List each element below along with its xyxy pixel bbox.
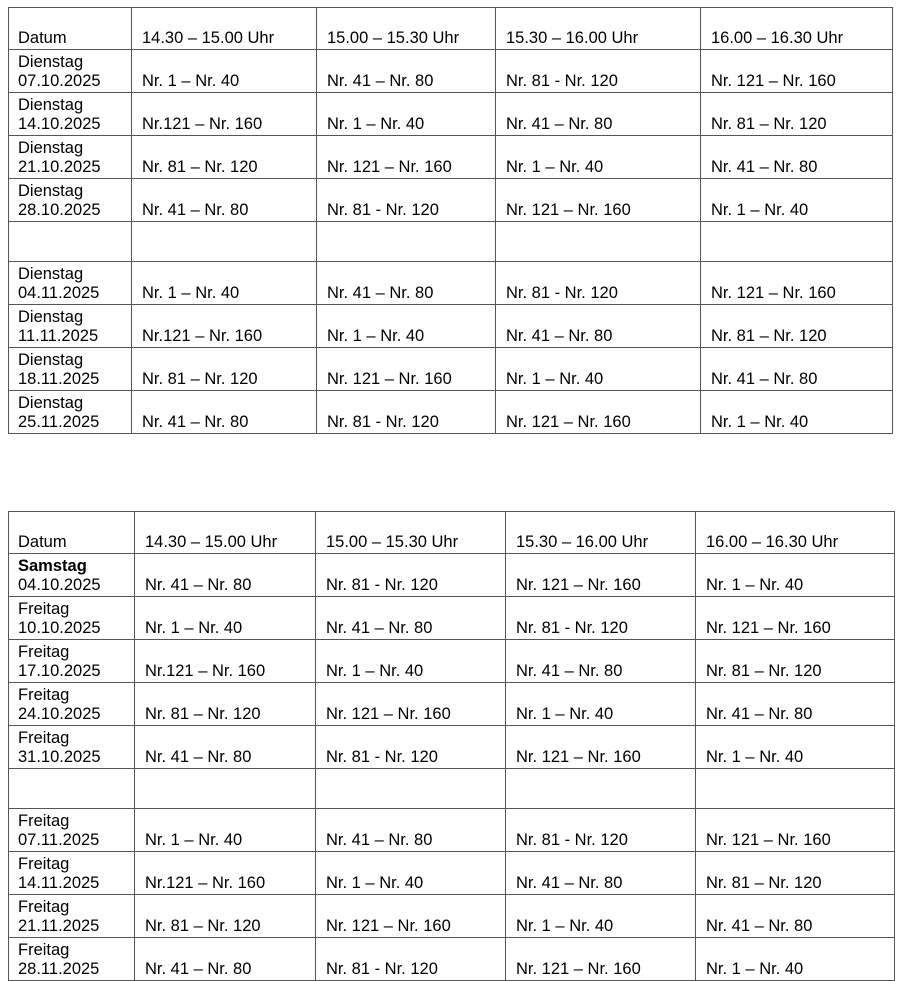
empty-cell <box>506 769 696 809</box>
slot-cell: Nr. 121 – Nr. 160 <box>696 809 895 852</box>
table-row <box>9 938 895 981</box>
slot-cell: Nr. 41 – Nr. 80 <box>132 179 317 222</box>
weekday: Dienstag <box>18 53 84 71</box>
slot-cell: Nr. 41 – Nr. 80 <box>316 809 506 852</box>
date: 11.11.2025 <box>18 327 99 345</box>
table-row <box>9 50 893 93</box>
date-cell <box>9 554 135 597</box>
slot-cell: Nr. 1 – Nr. 40 <box>317 93 496 136</box>
weekday: Freitag <box>18 686 70 704</box>
date-cell <box>9 683 135 726</box>
date-cell <box>9 262 132 305</box>
weekday: Dienstag <box>18 139 84 157</box>
slot-cell: Nr. 41 – Nr. 80 <box>132 391 317 434</box>
slot-cell: Nr. 1 – Nr. 40 <box>316 640 506 683</box>
slot-cell: Nr. 121 – Nr. 160 <box>506 938 696 981</box>
header-slot-3: 15.30 – 16.00 Uhr <box>496 8 701 50</box>
weekday: Freitag <box>18 729 70 747</box>
weekday: Freitag <box>18 898 70 916</box>
slot-cell: Nr. 41 – Nr. 80 <box>317 262 496 305</box>
slot-cell: Nr. 1 – Nr. 40 <box>696 726 895 769</box>
spacer-row <box>9 222 893 262</box>
slot-cell: Nr. 41 – Nr. 80 <box>496 93 701 136</box>
slot-cell: Nr. 121 – Nr. 160 <box>496 179 701 222</box>
date: 18.11.2025 <box>18 370 100 388</box>
slot-cell: Nr. 1 – Nr. 40 <box>132 50 317 93</box>
empty-cell <box>316 769 506 809</box>
slot-cell: Nr. 81 – Nr. 120 <box>132 348 317 391</box>
date-cell <box>9 809 135 852</box>
empty-cell <box>9 769 135 809</box>
slot-cell: Nr. 41 – Nr. 80 <box>696 683 895 726</box>
date: 28.10.2025 <box>18 201 101 219</box>
date: 25.11.2025 <box>18 413 100 431</box>
slot-cell: Nr. 41 – Nr. 80 <box>135 726 316 769</box>
slot-cell: Nr.121 – Nr. 160 <box>135 640 316 683</box>
slot-cell: Nr. 121 – Nr. 160 <box>317 348 496 391</box>
weekday: Freitag <box>18 855 70 873</box>
empty-cell <box>496 222 701 262</box>
empty-cell <box>135 769 316 809</box>
table-row <box>9 852 895 895</box>
slot-cell: Nr. 41 – Nr. 80 <box>506 640 696 683</box>
date-cell <box>9 391 132 434</box>
header-slot-3: 15.30 – 16.00 Uhr <box>506 512 696 554</box>
slot-cell: Nr. 81 - Nr. 120 <box>506 809 696 852</box>
header-slot-4: 16.00 – 16.30 Uhr <box>696 512 895 554</box>
slot-cell: Nr. 81 - Nr. 120 <box>317 391 496 434</box>
table-row <box>9 895 895 938</box>
table-row <box>9 305 893 348</box>
slot-cell: Nr. 81 - Nr. 120 <box>316 554 506 597</box>
empty-cell <box>317 222 496 262</box>
slot-cell: Nr. 81 – Nr. 120 <box>135 683 316 726</box>
table-row <box>9 93 893 136</box>
slot-cell: Nr.121 – Nr. 160 <box>132 93 317 136</box>
slot-cell: Nr. 121 – Nr. 160 <box>506 554 696 597</box>
date: 21.10.2025 <box>18 158 101 176</box>
table-row <box>9 391 893 434</box>
date-cell <box>9 348 132 391</box>
slot-cell: Nr. 121 – Nr. 160 <box>316 683 506 726</box>
date-cell <box>9 895 135 938</box>
weekday: Dienstag <box>18 351 84 369</box>
slot-cell: Nr.121 – Nr. 160 <box>135 852 316 895</box>
slot-cell: Nr. 121 – Nr. 160 <box>496 391 701 434</box>
slot-cell: Nr. 81 – Nr. 120 <box>701 93 893 136</box>
weekday: Dienstag <box>18 308 84 326</box>
slot-cell: Nr. 41 – Nr. 80 <box>316 597 506 640</box>
slot-cell: Nr. 41 – Nr. 80 <box>701 348 893 391</box>
slot-cell: Nr. 1 – Nr. 40 <box>696 938 895 981</box>
schedule-table-tuesdays <box>8 7 893 434</box>
empty-cell <box>132 222 317 262</box>
table-row <box>9 136 893 179</box>
table-row <box>9 809 895 852</box>
weekday: Dienstag <box>18 394 84 412</box>
slot-cell: Nr. 81 – Nr. 120 <box>696 640 895 683</box>
header-slot-2: 15.00 – 15.30 Uhr <box>316 512 506 554</box>
weekday: Freitag <box>18 941 70 959</box>
weekday: Dienstag <box>18 96 84 114</box>
weekday: Freitag <box>18 812 70 830</box>
table-row <box>9 597 895 640</box>
slot-cell: Nr. 121 – Nr. 160 <box>701 262 893 305</box>
header-slot-1: 14.30 – 15.00 Uhr <box>132 8 317 50</box>
weekday: Samstag <box>18 557 87 575</box>
slot-cell: Nr. 81 – Nr. 120 <box>696 852 895 895</box>
table-row <box>9 554 895 597</box>
date-cell <box>9 50 132 93</box>
slot-cell: Nr. 81 - Nr. 120 <box>316 938 506 981</box>
spacer-row <box>9 769 895 809</box>
empty-cell <box>696 769 895 809</box>
date: 07.10.2025 <box>18 72 101 90</box>
slot-cell: Nr. 121 – Nr. 160 <box>317 136 496 179</box>
date: 04.10.2025 <box>18 576 101 594</box>
date: 21.11.2025 <box>18 917 100 935</box>
slot-cell: Nr.121 – Nr. 160 <box>132 305 317 348</box>
slot-cell: Nr. 121 – Nr. 160 <box>316 895 506 938</box>
slot-cell: Nr. 1 – Nr. 40 <box>132 262 317 305</box>
date-cell <box>9 852 135 895</box>
slot-cell: Nr. 81 - Nr. 120 <box>316 726 506 769</box>
slot-cell: Nr. 121 – Nr. 160 <box>696 597 895 640</box>
slot-cell: Nr. 81 – Nr. 120 <box>135 895 316 938</box>
slot-cell: Nr. 81 - Nr. 120 <box>317 179 496 222</box>
date: 17.10.2025 <box>18 662 101 680</box>
date-cell <box>9 938 135 981</box>
slot-cell: Nr. 121 – Nr. 160 <box>701 50 893 93</box>
date: 31.10.2025 <box>18 748 101 766</box>
slot-cell: Nr. 1 – Nr. 40 <box>316 852 506 895</box>
date: 10.10.2025 <box>18 619 101 637</box>
slot-cell: Nr. 1 – Nr. 40 <box>496 136 701 179</box>
table-row <box>9 348 893 391</box>
slot-cell: Nr. 41 – Nr. 80 <box>696 895 895 938</box>
table-header-row <box>9 512 895 554</box>
slot-cell: Nr. 1 – Nr. 40 <box>696 554 895 597</box>
slot-cell: Nr. 1 – Nr. 40 <box>135 809 316 852</box>
slot-cell: Nr. 1 – Nr. 40 <box>496 348 701 391</box>
empty-cell <box>9 222 132 262</box>
slot-cell: Nr. 1 – Nr. 40 <box>701 179 893 222</box>
table-row <box>9 640 895 683</box>
header-datum: Datum <box>9 8 132 50</box>
table-header-row <box>9 8 893 50</box>
slot-cell: Nr. 41 – Nr. 80 <box>135 554 316 597</box>
date-cell <box>9 93 132 136</box>
date-cell <box>9 640 135 683</box>
table-row <box>9 179 893 222</box>
slot-cell: Nr. 1 – Nr. 40 <box>317 305 496 348</box>
date: 14.11.2025 <box>18 874 100 892</box>
table-row <box>9 683 895 726</box>
date-cell <box>9 597 135 640</box>
slot-cell: Nr. 41 – Nr. 80 <box>135 938 316 981</box>
slot-cell: Nr. 41 – Nr. 80 <box>701 136 893 179</box>
slot-cell: Nr. 81 - Nr. 120 <box>496 262 701 305</box>
weekday: Dienstag <box>18 182 84 200</box>
slot-cell: Nr. 1 – Nr. 40 <box>506 895 696 938</box>
date: 04.11.2025 <box>18 284 100 302</box>
date: 14.10.2025 <box>18 115 101 133</box>
weekday: Freitag <box>18 643 70 661</box>
weekday: Freitag <box>18 600 70 618</box>
header-datum: Datum <box>9 512 135 554</box>
schedule-table-fridays <box>8 511 895 981</box>
date-cell <box>9 136 132 179</box>
header-slot-1: 14.30 – 15.00 Uhr <box>135 512 316 554</box>
date: 28.11.2025 <box>18 960 100 978</box>
empty-cell <box>701 222 893 262</box>
slot-cell: Nr. 41 – Nr. 80 <box>496 305 701 348</box>
slot-cell: Nr. 81 – Nr. 120 <box>701 305 893 348</box>
date: 07.11.2025 <box>18 831 100 849</box>
header-slot-4: 16.00 – 16.30 Uhr <box>701 8 893 50</box>
slot-cell: Nr. 81 – Nr. 120 <box>132 136 317 179</box>
date-cell <box>9 305 132 348</box>
slot-cell: Nr. 1 – Nr. 40 <box>135 597 316 640</box>
weekday: Dienstag <box>18 265 84 283</box>
slot-cell: Nr. 81 - Nr. 120 <box>496 50 701 93</box>
date: 24.10.2025 <box>18 705 101 723</box>
slot-cell: Nr. 41 – Nr. 80 <box>317 50 496 93</box>
slot-cell: Nr. 81 - Nr. 120 <box>506 597 696 640</box>
slot-cell: Nr. 1 – Nr. 40 <box>701 391 893 434</box>
slot-cell: Nr. 121 – Nr. 160 <box>506 726 696 769</box>
slot-cell: Nr. 1 – Nr. 40 <box>506 683 696 726</box>
date-cell <box>9 726 135 769</box>
header-slot-2: 15.00 – 15.30 Uhr <box>317 8 496 50</box>
table-row <box>9 262 893 305</box>
table-row <box>9 726 895 769</box>
date-cell <box>9 179 132 222</box>
slot-cell: Nr. 41 – Nr. 80 <box>506 852 696 895</box>
